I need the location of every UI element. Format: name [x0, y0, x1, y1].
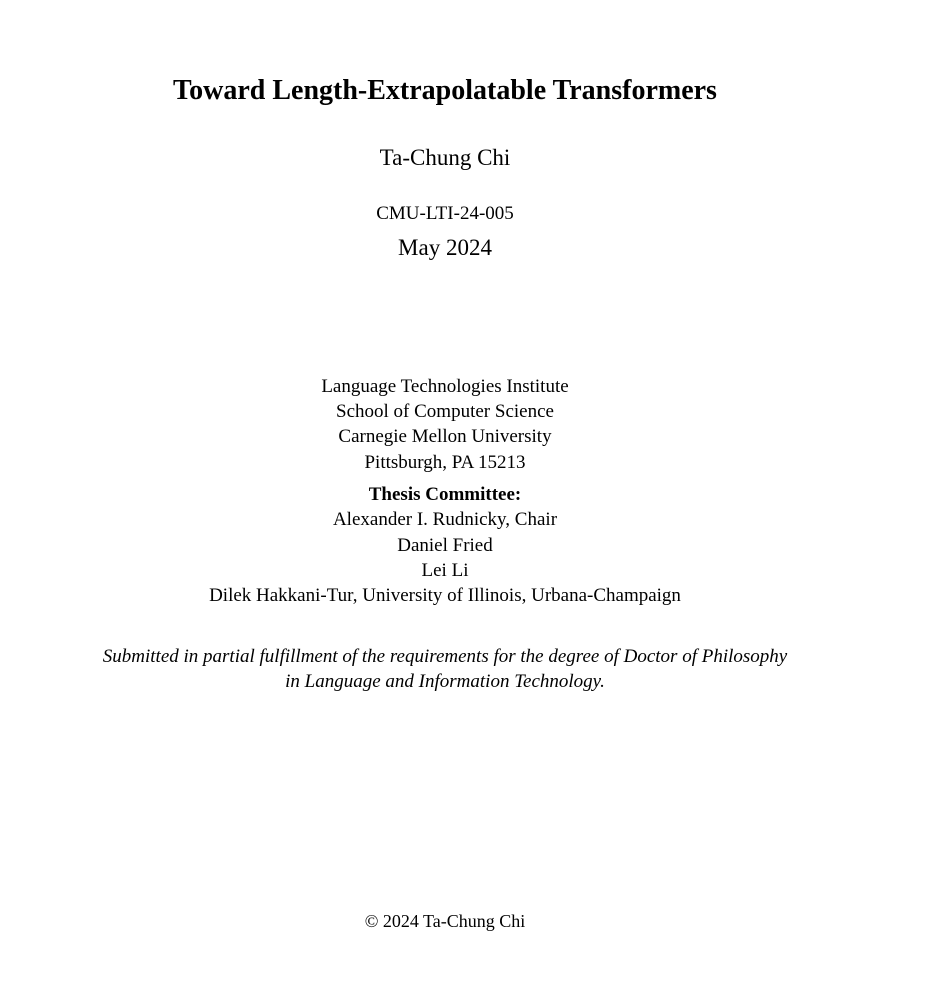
committee-member: Alexander I. Rudnicky, Chair — [332, 509, 558, 530]
address-line-city: Pittsburgh, PA 15213 — [364, 452, 526, 473]
submission-line: in Language and Information Technology. — [285, 671, 605, 692]
committee-member: Daniel Fried — [397, 535, 493, 556]
address-line-school: School of Computer Science — [336, 401, 554, 422]
address-line-university: Carnegie Mellon University — [338, 426, 552, 447]
address-line-institute: Language Technologies Institute — [321, 376, 569, 397]
thesis-title: Toward Length-Extrapolatable Transformers — [173, 75, 717, 106]
committee-heading: Thesis Committee: — [368, 484, 522, 505]
committee-member: Lei Li — [421, 560, 469, 581]
submission-line: Submitted in partial fulfillment of the requirements for the degree of Doctor of Philosophy — [102, 646, 788, 667]
copyright-notice: © 2024 Ta-Chung Chi — [364, 911, 526, 931]
publication-date: May 2024 — [398, 235, 492, 260]
author-name: Ta-Chung Chi — [379, 145, 511, 170]
committee-member: Dilek Hakkani-Tur, University of Illinois, Urbana-Champaign — [209, 585, 681, 606]
report-number: CMU-LTI-24-005 — [376, 203, 514, 224]
